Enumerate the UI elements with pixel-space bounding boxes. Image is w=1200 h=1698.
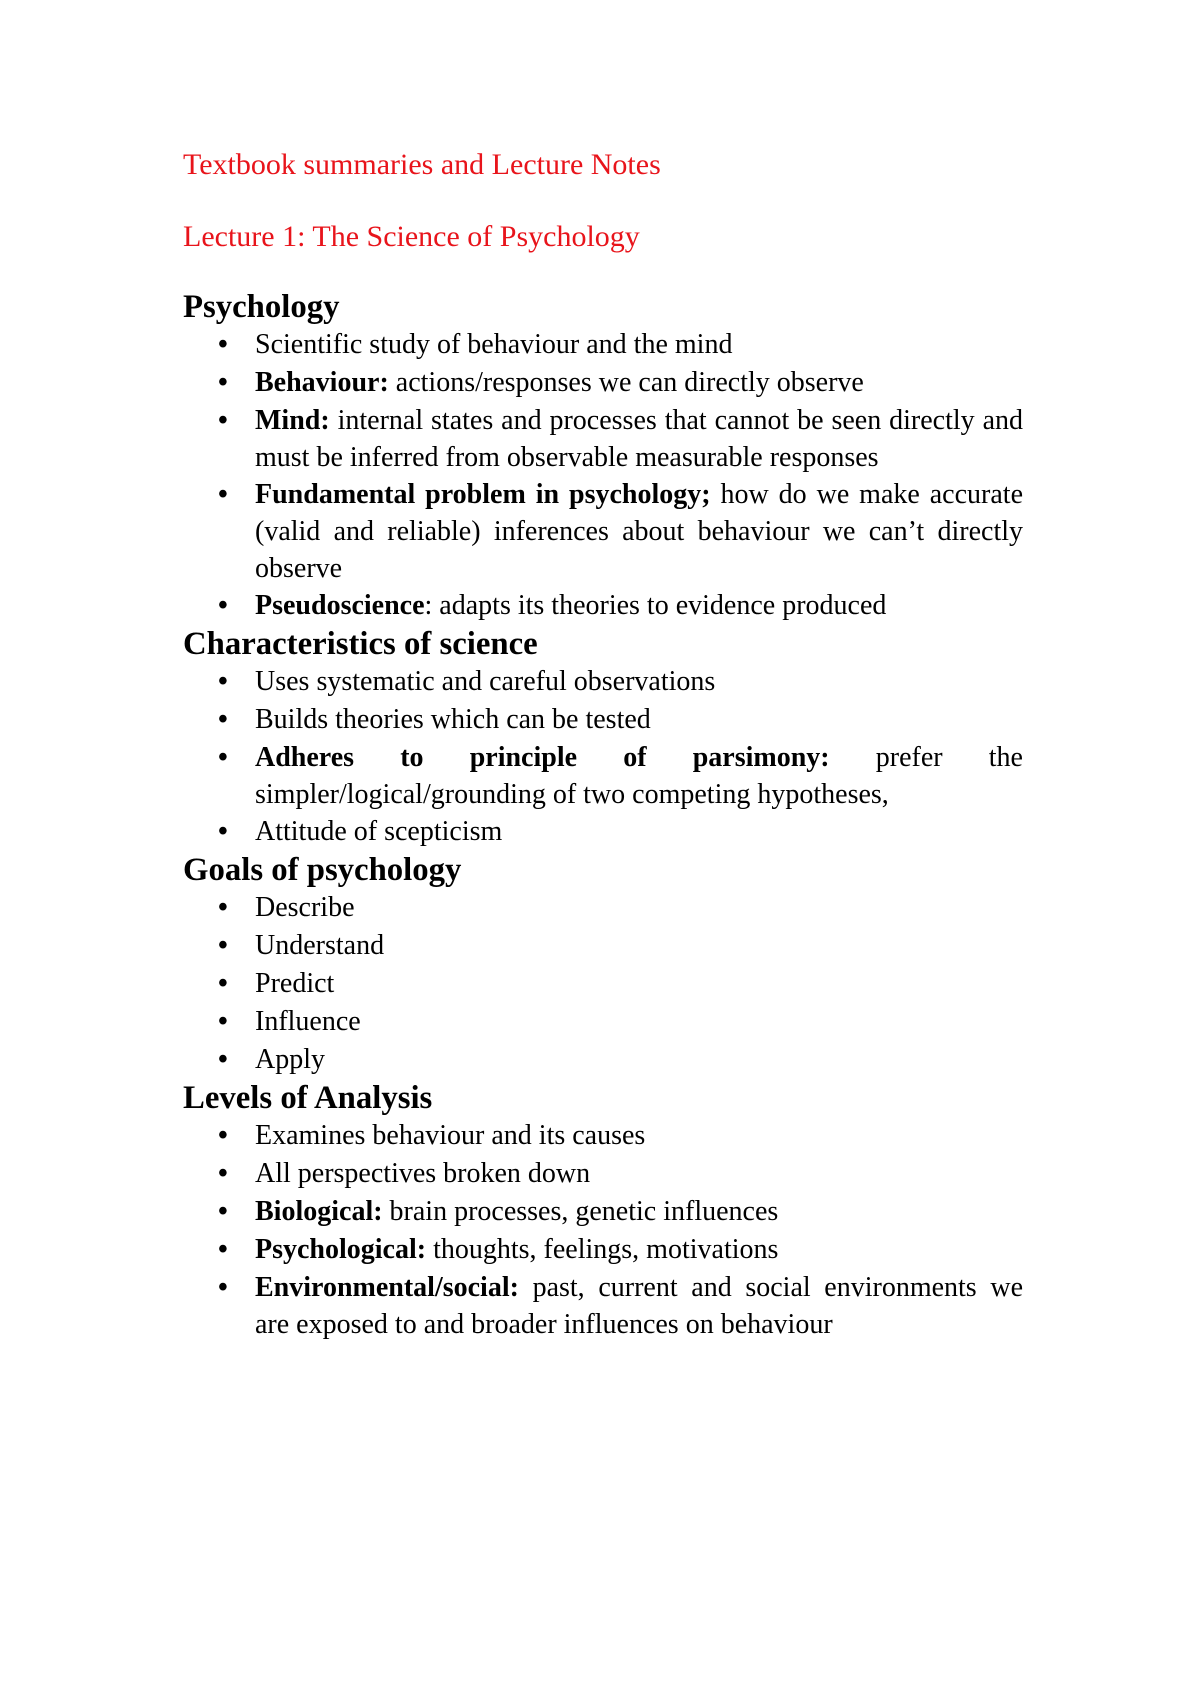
item-text: brain processes, genetic influences bbox=[382, 1196, 779, 1227]
section-goals-of-psychology bbox=[183, 851, 1023, 1079]
bullet-icon: • bbox=[218, 968, 228, 999]
item-text: Builds theories which can be tested bbox=[255, 704, 651, 735]
list-item bbox=[183, 326, 1023, 364]
list-item bbox=[183, 701, 1023, 739]
list-item bbox=[183, 364, 1023, 402]
bullet-icon: • bbox=[218, 892, 228, 923]
item-text: All perspectives broken down bbox=[255, 1158, 591, 1189]
item-text: Apply bbox=[255, 1044, 325, 1075]
bullet-icon: • bbox=[218, 930, 228, 961]
list-item bbox=[183, 1193, 1023, 1231]
item-text: Examines behaviour and its causes bbox=[255, 1120, 646, 1151]
bullet-list bbox=[183, 889, 1023, 1079]
bullet-list bbox=[183, 663, 1023, 851]
list-item bbox=[183, 402, 1023, 476]
bullet-icon: • bbox=[218, 367, 228, 398]
bullet-list bbox=[183, 326, 1023, 625]
item-text: Influence bbox=[255, 1006, 361, 1037]
bullet-icon: • bbox=[218, 1158, 228, 1189]
item-text: Attitude of scepticism bbox=[255, 816, 503, 847]
item-text: actions/responses we can directly observe bbox=[388, 367, 864, 398]
list-item bbox=[183, 663, 1023, 701]
bullet-icon: • bbox=[218, 405, 228, 436]
bullet-icon: • bbox=[218, 1272, 228, 1303]
item-text: prefer the simpler/logical/grounding of two competing hypotheses, bbox=[255, 742, 1023, 810]
list-item bbox=[183, 587, 1023, 625]
item-text: Understand bbox=[255, 930, 385, 961]
item-text: how do we make accurate (valid and reliable) inferences about behaviour we can’t directly observe bbox=[255, 479, 1023, 584]
item-text: Predict bbox=[255, 968, 335, 999]
bullet-list bbox=[183, 1117, 1023, 1343]
bullet-icon: • bbox=[218, 329, 228, 360]
item-text: Uses systematic and careful observations bbox=[255, 666, 716, 697]
item-text: Describe bbox=[255, 892, 355, 923]
item-term: Psychological: bbox=[255, 1234, 427, 1265]
list-item bbox=[183, 1231, 1023, 1269]
lecture-title: Lecture 1: The Science of Psychology bbox=[183, 220, 640, 253]
section-heading: Levels of Analysis bbox=[183, 1080, 433, 1116]
section-heading: Psychology bbox=[183, 289, 340, 325]
document-title: Textbook summaries and Lecture Notes bbox=[183, 148, 661, 181]
item-term: Environmental/social: bbox=[255, 1272, 519, 1303]
list-item bbox=[183, 1269, 1023, 1343]
list-item bbox=[183, 813, 1023, 851]
bullet-icon: • bbox=[218, 1196, 228, 1227]
item-text: past, current and social environments we are exposed to and broader influences on behaviour bbox=[255, 1272, 1023, 1340]
bullet-icon: • bbox=[218, 1234, 228, 1265]
list-item bbox=[183, 739, 1023, 813]
item-text: : adapts its theories to evidence produced bbox=[424, 590, 887, 621]
bullet-icon: • bbox=[218, 666, 228, 697]
section-levels-of-analysis bbox=[183, 1079, 1023, 1343]
item-term: Pseudoscience bbox=[255, 590, 425, 621]
item-text: internal states and processes that cannot be seen directly and must be inferred from observable measurable responses bbox=[255, 405, 1023, 473]
bullet-icon: • bbox=[218, 1006, 228, 1037]
item-term: Fundamental problem in psychology; bbox=[255, 479, 711, 510]
bullet-icon: • bbox=[218, 742, 228, 773]
list-item bbox=[183, 1155, 1023, 1193]
item-text: Scientific study of behaviour and the mind bbox=[255, 329, 733, 360]
list-item bbox=[183, 476, 1023, 587]
list-item bbox=[183, 927, 1023, 965]
list-item bbox=[183, 1117, 1023, 1155]
bullet-icon: • bbox=[218, 704, 228, 735]
bullet-icon: • bbox=[218, 1044, 228, 1075]
item-term: Adheres to principle of parsimony: bbox=[255, 742, 830, 773]
document-body bbox=[183, 145, 1023, 1343]
list-item bbox=[183, 1003, 1023, 1041]
bullet-icon: • bbox=[218, 1120, 228, 1151]
list-item bbox=[183, 965, 1023, 1003]
item-text: thoughts, feelings, motivations bbox=[426, 1234, 779, 1265]
bullet-icon: • bbox=[218, 479, 228, 510]
item-term: Biological: bbox=[255, 1196, 383, 1227]
bullet-icon: • bbox=[218, 590, 228, 621]
item-term: Behaviour: bbox=[255, 367, 389, 398]
section-characteristics-of-science bbox=[183, 625, 1023, 851]
section-psychology bbox=[183, 288, 1023, 625]
list-item bbox=[183, 1041, 1023, 1079]
item-term: Mind: bbox=[255, 405, 330, 436]
section-heading: Goals of psychology bbox=[183, 852, 462, 888]
section-heading: Characteristics of science bbox=[183, 626, 538, 662]
bullet-icon: • bbox=[218, 816, 228, 847]
list-item bbox=[183, 889, 1023, 927]
